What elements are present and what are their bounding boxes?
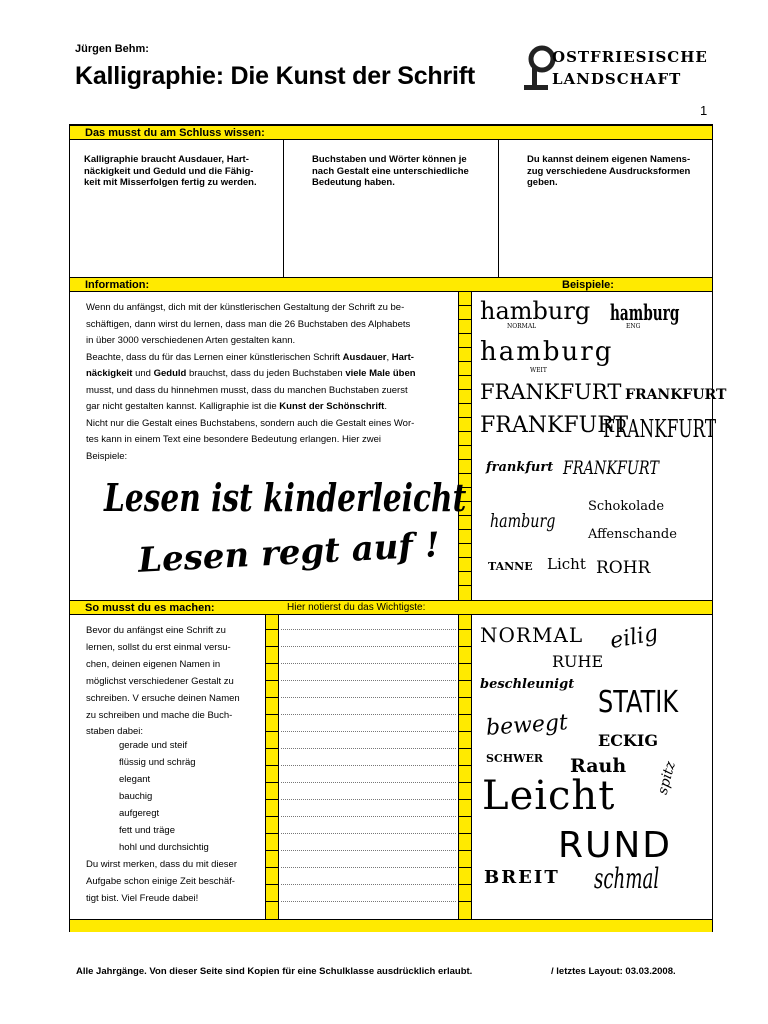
example-label-weit: WEIT (530, 367, 547, 374)
example-frankfurt-4: FRANKFURT (603, 415, 717, 443)
section-know-header (70, 125, 712, 140)
word-eckig: ECKIG (598, 731, 658, 750)
author: Jürgen Behm: (75, 43, 149, 55)
example-label-eng: ENG (626, 323, 641, 330)
list-item: hohl und durchsichtig (119, 842, 209, 853)
know-column-2: Buchstaben und Wörter können je nach Gestalt eine unterschiedliche Bedeutung haben. (312, 154, 469, 188)
notes-strip-left (265, 615, 279, 919)
word-schmal: schmal (594, 862, 660, 895)
word-spitz: spitz (654, 759, 679, 797)
word-normal: NORMAL (480, 623, 584, 647)
list-item: elegant (119, 774, 151, 785)
logo-line-2: LANDSCHAFT (552, 70, 682, 88)
list-item: bauchig (119, 791, 153, 802)
footer-copyright: Alle Jahrgänge. Von dieser Seite sind Kopien für eine Schulklasse ausdrücklich erlaubt. (76, 966, 473, 977)
list-item: gerade und steif (119, 740, 188, 751)
logo-line-1: OSTFRIESISCHE (552, 48, 708, 66)
word-ruhe: RUHE (552, 652, 604, 671)
footer-layout-date: / letztes Layout: 03.03.2008. (551, 966, 676, 977)
worksheet (69, 124, 727, 932)
word-schwer: SCHWER (486, 752, 543, 765)
word-beschleunigt: beschleunigt (480, 677, 575, 692)
example-label-normal: NORMAL (507, 323, 537, 330)
info-divider-strip (458, 292, 472, 600)
footer-bar (70, 919, 712, 932)
logo (520, 42, 710, 94)
section-know-heading: Das musst du am Schluss wissen: (85, 127, 265, 139)
how-outro: Du wirst merken, dass du mit dieser Aufgabe schon einige Zeit beschäf- tigt bist. Viel Freude dabei! (86, 859, 237, 904)
example-tanne: TANNE (488, 560, 533, 573)
word-eilig: eilig (608, 621, 661, 654)
example-hamburg-weit: hamburg (480, 337, 614, 367)
list-item: aufgeregt (119, 808, 160, 819)
notes-heading: Hier notierst du das Wichtigste: (287, 602, 426, 613)
section-info-heading: Information: (85, 279, 150, 291)
word-rauh: Rauh (570, 755, 627, 777)
list-item: fett und träge (119, 825, 175, 836)
example-rohr: ROHR (596, 558, 651, 578)
example-hamburg-eng: hamburg (610, 300, 680, 325)
word-leicht: Leicht (482, 773, 616, 819)
section-how-header (70, 600, 712, 615)
example-affenschande: Affenschande (588, 527, 677, 542)
handwriting-example-excited: Lesen regt auf ! (137, 525, 441, 581)
list-item: flüssig und schräg (119, 757, 196, 768)
example-frankfurt-3: FRANKFURT (480, 413, 629, 438)
example-schokolade: Schokolade (588, 499, 665, 514)
section-info-header (70, 277, 712, 292)
page-title: Kalligraphie: Die Kunst der Schrift (75, 62, 476, 90)
word-bewegt: bewegt (485, 710, 569, 741)
example-frankfurt-1: FRANKFURT (480, 380, 622, 404)
know-column-1: Kalligraphie braucht Ausdauer, Hart- näckigkeit und Geduld und die Fähig- keit mit Misserfolgen fertig zu werden. (84, 154, 257, 188)
info-paragraph: Wenn du anfängst, dich mit der künstlerischen Gestaltung der Schrift zu be- schäftigen, dann wirst du lernen, dass man die 26 Buchstaben des Alphabets in über 3000 verschiedenen Arten gestalten kann. Beachte, dass du für das Lernen einer künstlerischen Schrift Ausdauer, Hart- näckigkeit und Geduld brauchst, dass du jeden Buchstaben viele Male üben musst, und dass du hinnehmen musst, dass du manchen Buchstaben zuerst gar nicht gestalten kannst. Kalligraphie ist die Kunst der Schönschrift. Nicht nur die Gestalt eines Buchstabens, sondern auch die Gestalt eines Wor- tes kann in einem Text eine besondere Bedeutung erlangen. Hier zwei Beispiele: (86, 302, 416, 462)
example-frankfurt-2: FRANKFURT (625, 387, 727, 403)
example-frankfurt-6: FRANKFURT (563, 457, 659, 479)
page-number: 1 (700, 103, 708, 118)
know-column-3: Du kannst deinem eigenen Namens- zug verschiedene Ausdrucksformen geben. (527, 154, 691, 188)
word-statik: STATIK (598, 685, 679, 720)
section-how-heading: So musst du es machen: (85, 602, 215, 614)
how-intro: Bevor du anfängst eine Schrift zu lernen, sollst du erst einmal versu- chen, deinen eigenen Namen in möglichst verschiedener Gestalt zu schreiben. V ersuche deinen Namen zu schreiben und mache die Buch- staben dabei: (86, 625, 240, 738)
handwriting-example-calm: Lesen ist kinderleicht (104, 475, 467, 520)
word-breit: BREIT (484, 867, 560, 888)
word-rund: RUND (558, 825, 673, 866)
example-hamburg-italic: hamburg (490, 510, 556, 532)
examples-heading: Beispiele: (562, 279, 614, 291)
example-hamburg-normal: hamburg (480, 297, 591, 325)
example-licht: Licht (547, 555, 586, 573)
example-frankfurt-5: frankfurt (486, 460, 554, 475)
notes-strip-right (458, 615, 472, 919)
